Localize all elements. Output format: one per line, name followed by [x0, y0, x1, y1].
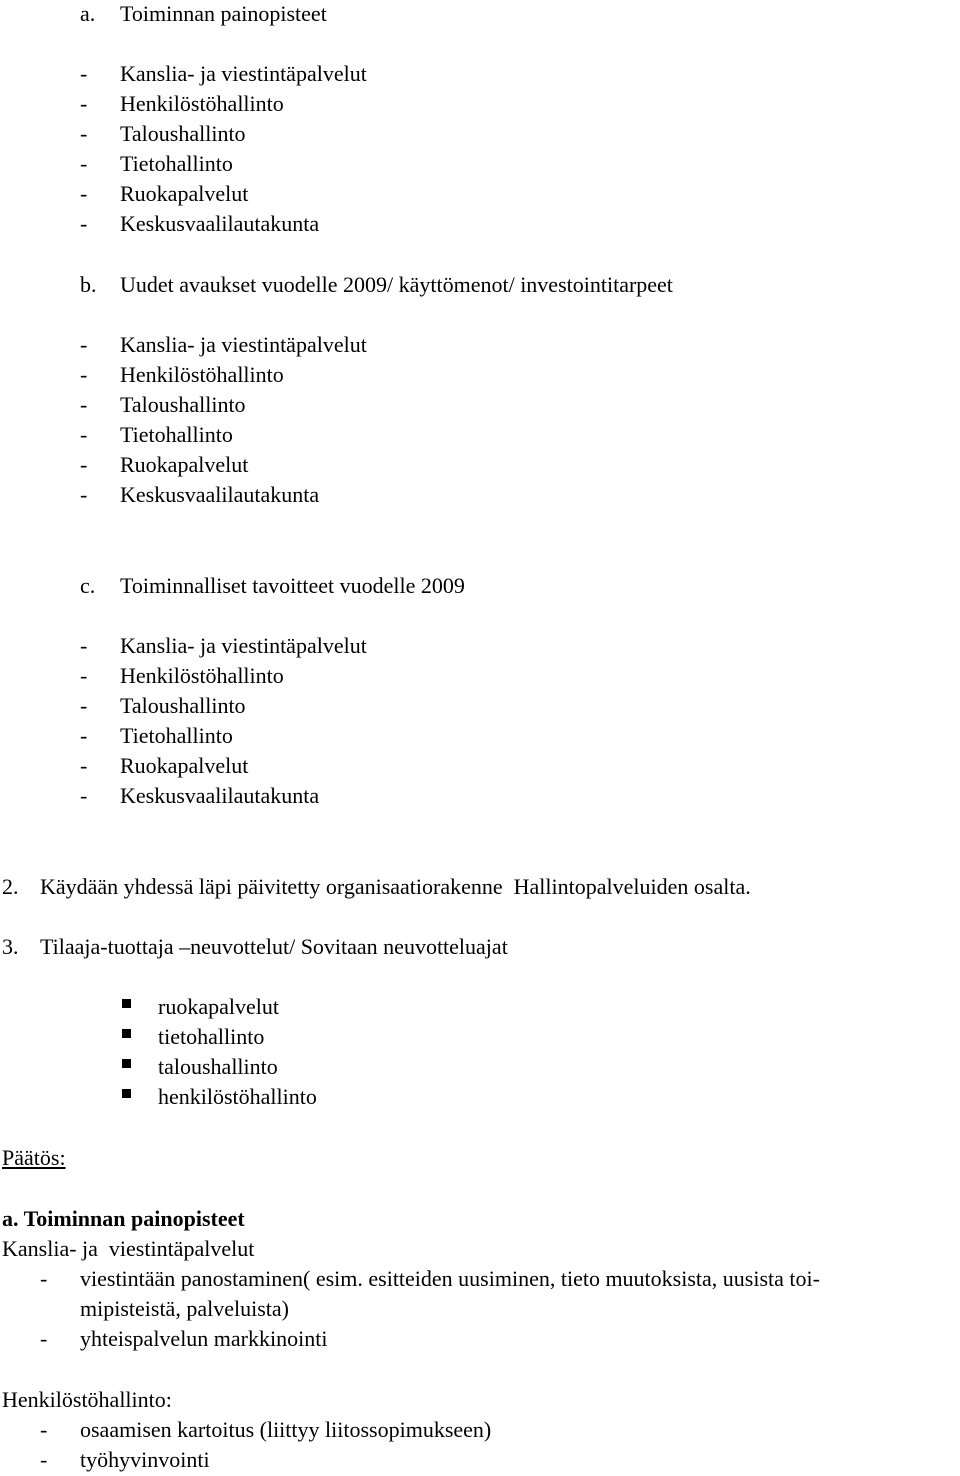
- dash-marker: -: [80, 61, 88, 86]
- decision-item: yhteispalvelun markkinointi: [80, 1326, 328, 1351]
- item-2-marker: 2.: [2, 874, 19, 899]
- list-item: Taloushallinto: [120, 121, 246, 146]
- dash-marker: -: [80, 422, 88, 447]
- bullet-item: ruokapalvelut: [158, 994, 279, 1019]
- decision-item: osaamisen kartoitus (liittyy liitossopimukseen): [80, 1417, 492, 1442]
- dash-marker: -: [80, 723, 88, 748]
- dash-marker: -: [40, 1326, 48, 1351]
- list-item: Kanslia- ja viestintäpalvelut: [120, 332, 367, 357]
- dash-marker: -: [40, 1266, 48, 1291]
- square-bullet-icon: [122, 1059, 131, 1068]
- dash-marker: -: [40, 1447, 48, 1472]
- section-b-marker: b.: [80, 272, 97, 297]
- dash-marker: -: [80, 482, 88, 507]
- list-item: Henkilöstöhallinto: [120, 362, 284, 387]
- decision-item: viestintään panostaminen( esim. esitteiden uusiminen, tieto muutoksista, uusista toi-: [80, 1266, 820, 1291]
- square-bullet-icon: [122, 1029, 131, 1038]
- decision-group2-title: Henkilöstöhallinto:: [2, 1387, 172, 1412]
- list-item: Kanslia- ja viestintäpalvelut: [120, 633, 367, 658]
- decision-label: Päätös:: [2, 1145, 66, 1170]
- dash-marker: -: [80, 181, 88, 206]
- section-c-marker: c.: [80, 573, 96, 598]
- dash-marker: -: [40, 1417, 48, 1442]
- dash-marker: -: [80, 452, 88, 477]
- list-item: Taloushallinto: [120, 693, 246, 718]
- dash-marker: -: [80, 211, 88, 236]
- item-2-text: Käydään yhdessä läpi päivitetty organisaatiorakenne Hallintopalveluiden osalta.: [40, 874, 751, 899]
- bullet-item: tietohallinto: [158, 1024, 265, 1049]
- list-item: Kanslia- ja viestintäpalvelut: [120, 61, 367, 86]
- decision-group1-title: Kanslia- ja viestintäpalvelut: [2, 1236, 255, 1261]
- list-item: Keskusvaalilautakunta: [120, 211, 320, 236]
- square-bullet-icon: [122, 1089, 131, 1098]
- decision-item: työhyvinvointi: [80, 1447, 210, 1472]
- dash-marker: -: [80, 151, 88, 176]
- dash-marker: -: [80, 121, 88, 146]
- bullet-item: henkilöstöhallinto: [158, 1084, 317, 1109]
- item-3-text: Tilaaja-tuottaja –neuvottelut/ Sovitaan neuvotteluajat: [40, 934, 508, 959]
- list-item: Henkilöstöhallinto: [120, 663, 284, 688]
- dash-marker: -: [80, 633, 88, 658]
- dash-marker: -: [80, 332, 88, 357]
- item-3-marker: 3.: [2, 934, 19, 959]
- decision-item-continuation: mipisteistä, palveluista): [80, 1296, 289, 1321]
- list-item: Tietohallinto: [120, 422, 233, 447]
- list-item: Tietohallinto: [120, 723, 233, 748]
- square-bullet-icon: [122, 999, 131, 1008]
- dash-marker: -: [80, 693, 88, 718]
- dash-marker: -: [80, 783, 88, 808]
- list-item: Keskusvaalilautakunta: [120, 783, 320, 808]
- dash-marker: -: [80, 753, 88, 778]
- list-item: Taloushallinto: [120, 392, 246, 417]
- bullet-item: taloushallinto: [158, 1054, 278, 1079]
- section-c-heading: Toiminnalliset tavoitteet vuodelle 2009: [120, 573, 465, 598]
- dash-marker: -: [80, 362, 88, 387]
- list-item: Ruokapalvelut: [120, 753, 249, 778]
- dash-marker: -: [80, 663, 88, 688]
- dash-marker: -: [80, 392, 88, 417]
- list-item: Tietohallinto: [120, 151, 233, 176]
- section-b-heading: Uudet avaukset vuodelle 2009/ käyttömenot/ investointitarpeet: [120, 272, 673, 297]
- list-item: Keskusvaalilautakunta: [120, 482, 320, 507]
- section-a-marker: a.: [80, 1, 96, 26]
- section-a-heading: Toiminnan painopisteet: [120, 1, 327, 26]
- list-item: Ruokapalvelut: [120, 452, 249, 477]
- list-item: Ruokapalvelut: [120, 181, 249, 206]
- dash-marker: -: [80, 91, 88, 116]
- decision-heading: a. Toiminnan painopisteet: [2, 1206, 245, 1231]
- list-item: Henkilöstöhallinto: [120, 91, 284, 116]
